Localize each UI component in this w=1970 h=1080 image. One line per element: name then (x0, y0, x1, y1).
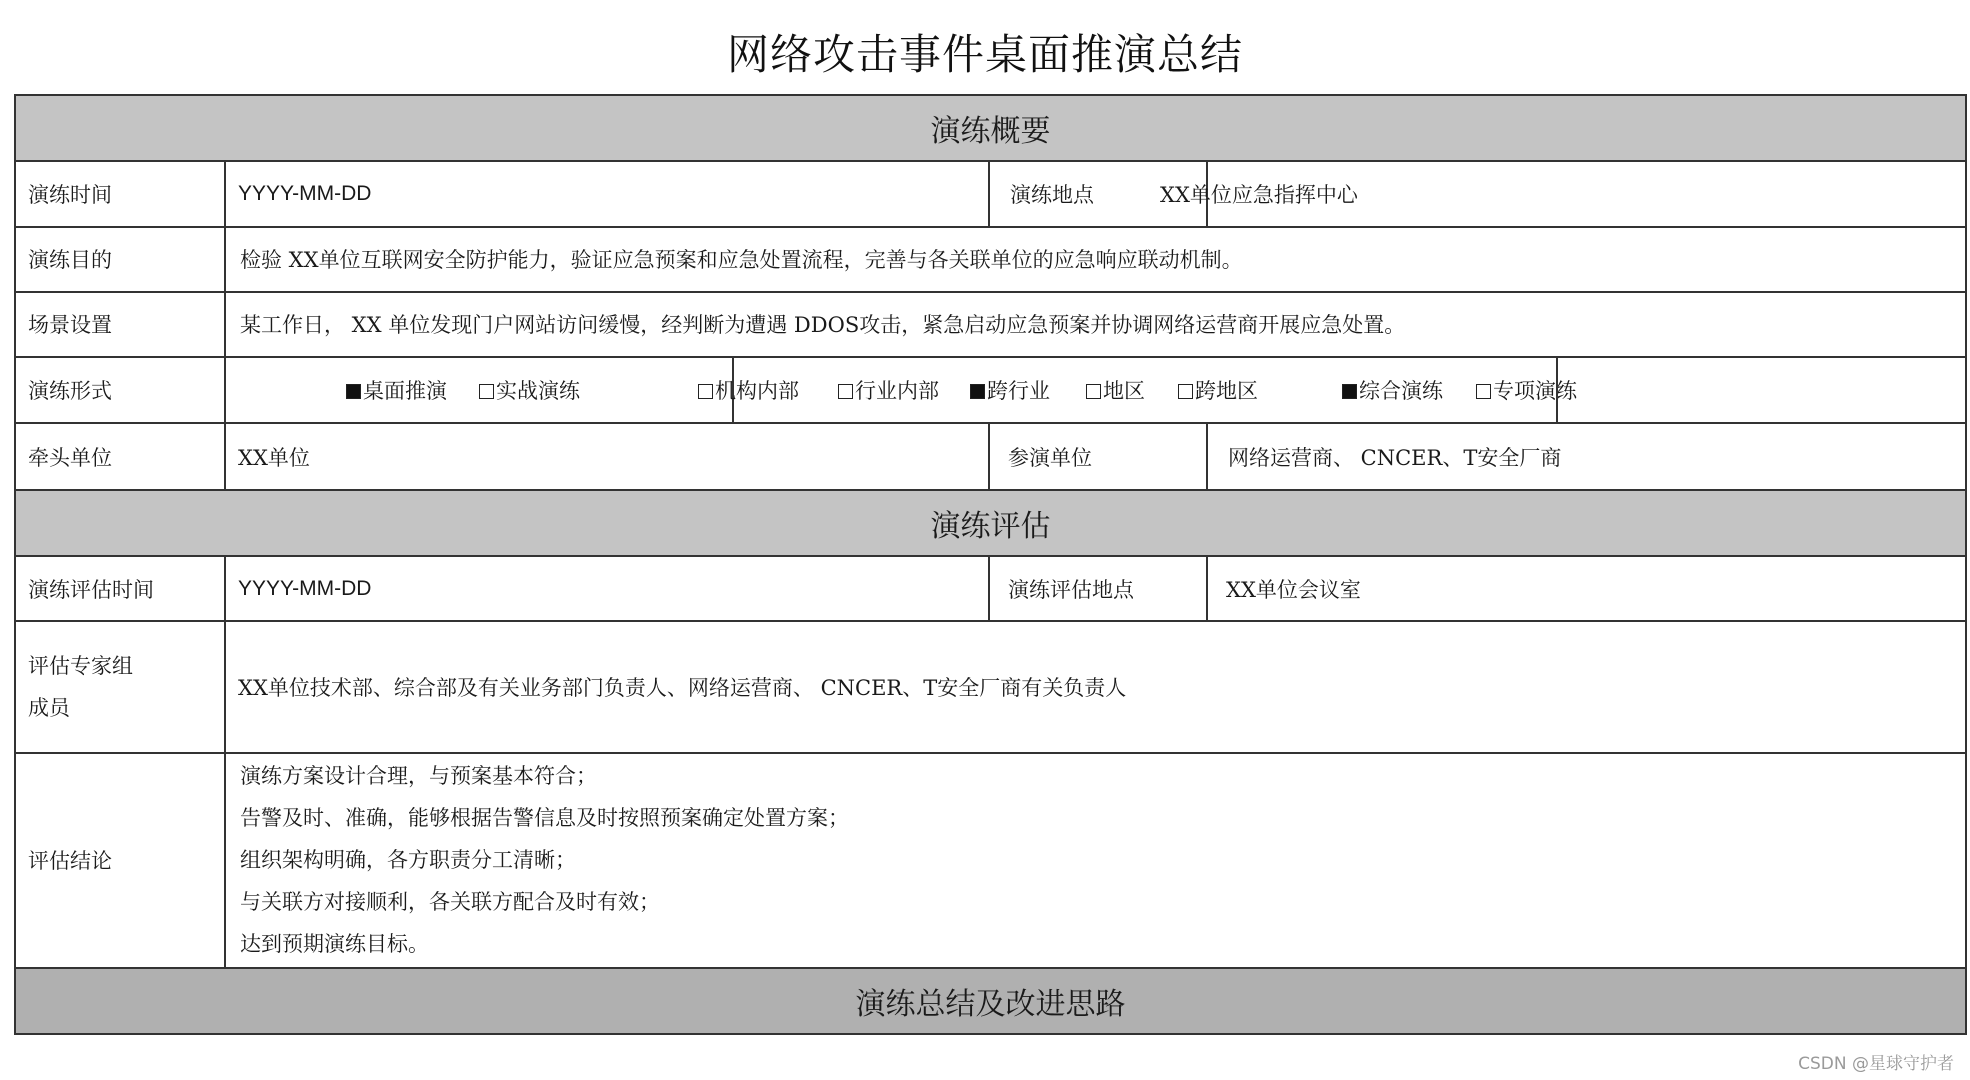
units-row (15, 423, 1966, 489)
drill-place-value: XX单位应急指挥中心 (1160, 182, 1358, 207)
drill-time-label: 演练时间 (15, 161, 225, 226)
conclusion-item-2: 告警及时、准确，能够根据告警信息及时按照预案确定处置方案； (240, 806, 849, 831)
overview-header-row (15, 95, 1966, 161)
form-option-industry-internal[interactable]: 行业内部 (838, 375, 939, 405)
form-divider-2 (1556, 356, 1558, 424)
drill-time-value: YYYY-MM-DD (225, 161, 989, 226)
form-option-cross-region[interactable]: 跨地区 (1178, 375, 1258, 405)
drill-time-row (15, 161, 1966, 226)
drill-summary-table (14, 94, 1967, 1035)
checkbox-checked-icon (1342, 384, 1357, 399)
form-option-internal-org[interactable]: 机构内部 (698, 375, 799, 405)
summary-header: 演练总结及改进思路 (15, 968, 1966, 1034)
overview-header: 演练概要 (15, 95, 1966, 161)
form-option-region[interactable]: 地区 (1086, 375, 1145, 405)
scene-setting-label: 场景设置 (15, 292, 225, 357)
form-option-desktop[interactable]: 桌面推演 (346, 375, 447, 405)
lead-unit-label: 牵头单位 (15, 423, 225, 489)
checkbox-empty-icon (479, 384, 494, 399)
experts-label (15, 621, 225, 753)
drill-form-options (225, 357, 1966, 423)
scene-setting-row (15, 292, 1966, 357)
conclusion-item-5: 达到预期演练目标。 (240, 932, 429, 957)
conclusion-item-3: 组织架构明确，各方职责分工清晰； (240, 848, 576, 873)
conclusion-item-4: 与关联方对接顺利，各关联方配合及时有效； (240, 890, 660, 915)
experts-row (15, 621, 1966, 753)
form-option-comprehensive[interactable]: 综合演练 (1342, 375, 1443, 405)
evaluation-place-value: XX单位会议室 (1207, 556, 1966, 621)
evaluation-header-row (15, 490, 1966, 556)
participant-units-value: 网络运营商、 CNCER、T安全厂商 (1207, 423, 1966, 489)
checkbox-empty-icon (1086, 384, 1101, 399)
drill-form-row (15, 357, 1966, 423)
evaluation-time-row (15, 556, 1966, 621)
checkbox-checked-icon (970, 384, 985, 399)
checkbox-checked-icon (346, 384, 361, 399)
conclusion-row (15, 753, 1966, 968)
summary-header-row (15, 968, 1966, 1034)
conclusion-label: 评估结论 (15, 753, 225, 968)
conclusion-list (225, 753, 1966, 968)
experts-label-line1: 评估专家组 (28, 653, 133, 678)
evaluation-time-value: YYYY-MM-DD (225, 556, 989, 621)
checkbox-empty-icon (838, 384, 853, 399)
scene-setting-value: 某工作日， XX 单位发现门户网站访问缓慢，经判断为遭遇 DDOS攻击，紧急启动应急预案并协调网络运营商开展应急处置。 (225, 292, 1966, 357)
experts-label-line2: 成员 (28, 695, 70, 720)
drill-purpose-value: 检验 XX单位互联网安全防护能力，验证应急预案和应急处置流程，完善与各关联单位的应急响应联动机制。 (225, 227, 1966, 292)
checkbox-empty-icon (698, 384, 713, 399)
evaluation-place-label: 演练评估地点 (989, 556, 1207, 621)
participant-units-label: 参演单位 (989, 423, 1207, 489)
form-option-cross-industry[interactable]: 跨行业 (970, 375, 1050, 405)
document-title: 网络攻击事件桌面推演总结 (726, 30, 1243, 79)
form-option-special[interactable]: 专项演练 (1476, 375, 1577, 405)
drill-place-label: 演练地点 (1010, 182, 1094, 207)
evaluation-header: 演练评估 (15, 490, 1966, 556)
watermark: CSDN @星球守护者 (1798, 1054, 1954, 1074)
drill-place-cell (989, 161, 1966, 226)
form-option-live[interactable]: 实战演练 (479, 375, 580, 405)
checkbox-empty-icon (1178, 384, 1193, 399)
lead-unit-value: XX单位 (225, 423, 989, 489)
checkbox-empty-icon (1476, 384, 1491, 399)
drill-purpose-label: 演练目的 (15, 227, 225, 292)
experts-value: XX单位技术部、综合部及有关业务部门负责人、网络运营商、 CNCER、T安全厂商有关负责人 (225, 621, 1966, 753)
evaluation-time-label: 演练评估时间 (15, 556, 225, 621)
drill-form-label: 演练形式 (15, 357, 225, 423)
drill-purpose-row (15, 227, 1966, 292)
conclusion-item-1: 演练方案设计合理，与预案基本符合； (240, 764, 597, 789)
